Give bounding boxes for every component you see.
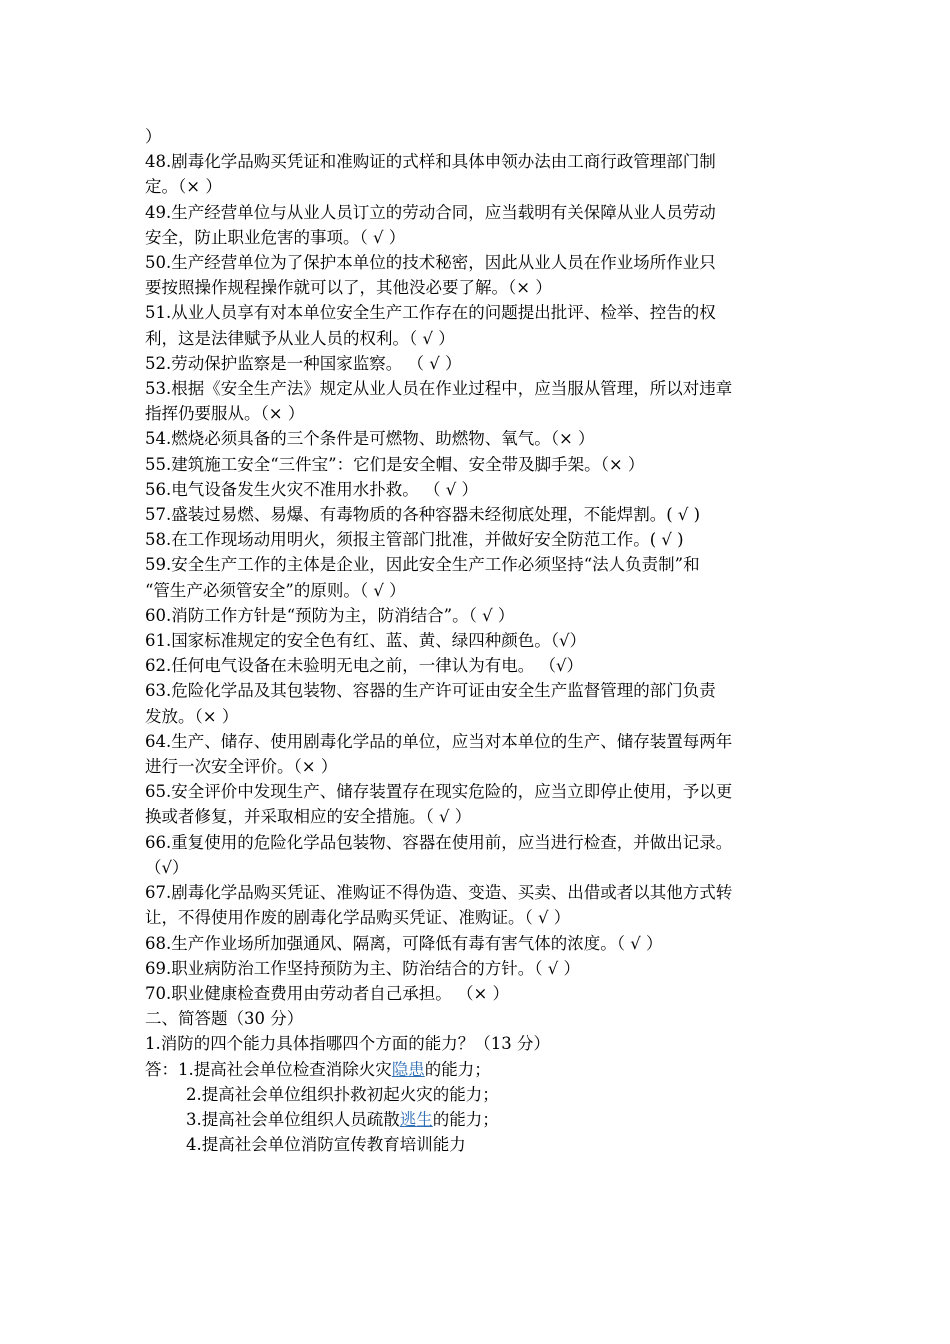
text-line: 55.建筑施工安全“三件宝”：它们是安全帽、安全带及脚手架。（× ） [145, 454, 645, 474]
text-line: 69.职业病防治工作坚持预防为主、防治结合的方针。（ √ ） [145, 958, 580, 978]
escape-link[interactable]: 逃生 [399, 1109, 433, 1129]
text-line: ） [145, 127, 162, 146]
text-line: “管生产必须管安全”的原则。（ √ ） [145, 580, 406, 600]
answer-item-1: 答：1.提高社会单位检查消除火灾隐患的能力； [145, 1059, 491, 1079]
answer-prefix: 答： [145, 1059, 178, 1079]
text-line: 66.重复使用的危险化学品包装物、容器在使用前，应当进行检查，并做出记录。 [145, 832, 733, 852]
text-line: 指挥仍要服从。（× ） [145, 404, 305, 424]
question-list [145, 124, 815, 1057]
text-line: 发放。（× ） [145, 706, 239, 726]
text-line: 51.从业人员享有对本单位安全生产工作存在的问题提出批评、检举、控告的权 [145, 303, 716, 323]
text-line: 让，不得使用作废的剧毒化学品购买凭证、准购证。（ √ ） [145, 908, 571, 928]
hidden-danger-link[interactable]: 隐患 [391, 1059, 425, 1079]
answer-item-2: 2.提高社会单位组织扑救初起火灾的能力； [186, 1084, 499, 1104]
text-line: 安全，防止职业危害的事项。（ √ ） [145, 227, 406, 247]
text-line: 1.消防的四个能力具体指哪四个方面的能力？（13 分） [145, 1034, 550, 1054]
text-line: 进行一次安全评价。（× ） [145, 757, 338, 777]
text-line: 利，这是法律赋予从业人员的权利。（ √ ） [145, 328, 455, 348]
text-line: 59.安全生产工作的主体是企业，因此安全生产工作必须坚持“法人负责制”和 [145, 555, 700, 575]
text-line: 定。（× ） [145, 177, 222, 197]
answer-item-3: 3.提高社会单位组织人员疏散逃生的能力； [186, 1109, 499, 1129]
text-line: 48.剧毒化学品购买凭证和准购证的式样和具体申领办法由工商行政管理部门制 [145, 152, 716, 172]
text-line: 65.安全评价中发现生产、储存装置存在现实危险的，应当立即停止使用，予以更 [145, 782, 733, 802]
text-line: 68.生产作业场所加强通风、隔离，可降低有毒有害气体的浓度。（ √ ） [145, 933, 663, 953]
document-page [145, 124, 815, 1157]
text-line: 64.生产、储存、使用剧毒化学品的单位，应当对本单位的生产、储存装置每两年 [145, 731, 733, 751]
text-line: 60.消防工作方针是“预防为主，防消结合”。（ √ ） [145, 605, 515, 625]
text-line: 57.盛装过易燃、易爆、有毒物质的各种容器未经彻底处理，不能焊割。( √ ) [145, 505, 701, 525]
text-line: 61.国家标准规定的安全色有红、蓝、黄、绿四种颜色。（√） [145, 631, 587, 651]
text-line: 62.任何电气设备在未验明无电之前，一律认为有电。 （√） [145, 656, 583, 676]
text-line: 换或者修复，并采取相应的安全措施。（ √ ） [145, 807, 472, 827]
text-line: 49.生产经营单位与从业人员订立的劳动合同，应当载明有关保障从业人员劳动 [145, 202, 716, 222]
text-line: 67.剧毒化学品购买凭证、准购证不得伪造、变造、买卖、出借或者以其他方式转 [145, 883, 733, 903]
text-line: （√） [145, 857, 189, 877]
text-line: 63.危险化学品及其包装物、容器的生产许可证由安全生产监督管理的部门负责 [145, 681, 716, 701]
text-line: 70.职业健康检查费用由劳动者自己承担。 （× ） [145, 983, 510, 1003]
text-line: 50.生产经营单位为了保护本单位的技术秘密，因此从业人员在作业场所作业只 [145, 253, 716, 273]
text-line: 53.根据《安全生产法》规定从业人员在作业过程中，应当服从管理，所以对违章 [145, 379, 733, 399]
text-line: 56.电气设备发生火灾不准用水扑救。 （ √ ） [145, 479, 478, 499]
answer-item-4: 4.提高社会单位消防宣传教育培训能力 [186, 1135, 466, 1155]
text-line: 52.劳动保护监察是一种国家监察。 （ √ ） [145, 353, 462, 373]
text-line: 58.在工作现场动用明火，须报主管部门批准，并做好安全防范工作。( √ ) [145, 530, 684, 550]
text-line: 54.燃烧必须具备的三个条件是可燃物、助燃物、氧气。（× ） [145, 429, 595, 449]
text-line: 要按照操作规程操作就可以了，其他没必要了解。（× ） [145, 278, 552, 298]
text-line: 二、简答题（30 分） [145, 1009, 304, 1029]
